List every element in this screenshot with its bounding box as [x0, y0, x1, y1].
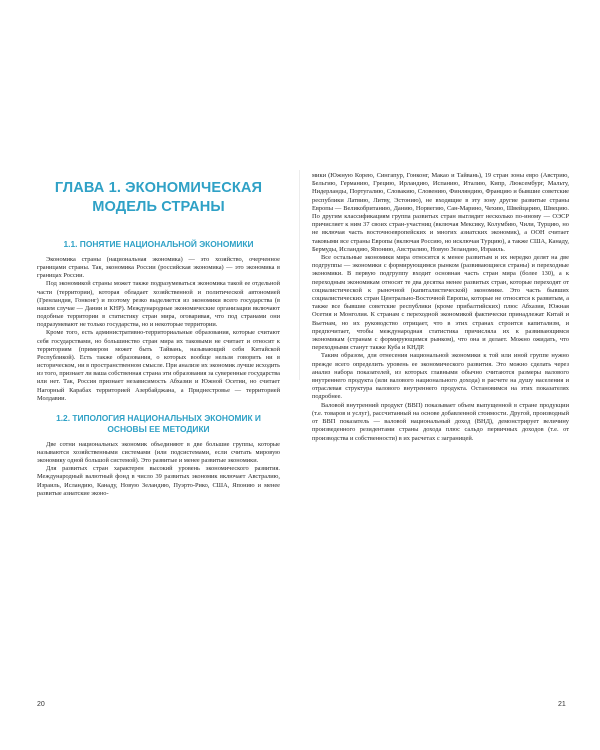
paragraph: Кроме того, есть административно-территориальные образования, которые считают себя государствами, но большинство стран мира их таковыми не считает и относит к территориям (примером может быть Тайвань, называющий себя Китайской Республикой). Есть также образования, о которых вообще нельзя говорить ни в историческом, ни в пространственном смысле. При анализе их экономик лучше исходить из того, признает ли ваша собственная страна эти образования за суверенные государства или нет. Так, Россия признает независимость Абхазии и Южной Осетии, но считает Нагорный Карабах территорией Азербайджана, а Приднестровье — территорией Молдавии. [37, 329, 280, 402]
page-number-left: 20 [37, 701, 45, 708]
section-title-1-1: 1.1. ПОНЯТИЕ НАЦИОНАЛЬНОЙ ЭКОНОМИКИ [63, 239, 254, 249]
paragraph: Для развитых стран характерен высокий уровень экономического развития. Международный валютный фонд в число 39 развитых экономик включает Австралию, Израиль, Исландию, Канаду, Новую Зеландию, Пуэрто-Рико, США, Японию и менее развитые азиатские эконо- [37, 465, 280, 497]
paragraph: Экономика страны (национальная экономика) — это хозяйство, очерченное границами страны. Так, экономика России (российская экономика) — это экономика в границах России. [37, 256, 280, 280]
paragraph: Валовой внутренний продукт (ВВП) показывает объем выпущенной в стране продукции (т.е. товаров и услуг), рассчитанный на основе добавленной стоимости. Другой, производный от ВВП показатель — валовой национальный доход (ВНД), демонстрирует величину произведенного резидентами страны дохода плюс сальдо первичных доходов (т.е. от производства и собственности) в их расчетах с заграницей. [312, 401, 569, 442]
paragraph: Под экономикой страны может также подразумеваться экономика такой ее отдельной части (территории), которая обладает хозяйственной и политической автономией (Гренландия, Гонконг) и поэтому резко выделяется из экономики всего государства (в нашем случае — Дании и КНР). Международные экономические организации включают подобные территории в статистику стран мира, оговаривая, что под странами они подразумевают не только государства, но и некоторые территории. [37, 280, 280, 329]
left-page [37, 176, 280, 498]
paragraph: Все остальные экономики мира относятся к менее развитым и их нередко делят на две подгруппы — экономики с формирующимся рынком (развивающиеся страны) и переходные экономики. В первую подгруппу входит основная часть стран мира (более 130), а к переходным экономикам относят те два десятка менее развитых стран, которые переходят от социалистической к рыночной (капиталистической) экономике. Это часть бывших социалистических стран Центрально-Восточной Европы, которые не относятся к развитым, а также все бывшие советские республики (кроме прибалтийских) плюс Абхазия, Южная Осетия и Монголия. К странам с переходной экономикой фактически принадлежат Китай и Вьетнам, но их руководство отрицает, что в этих странах строится капитализм, и предпочитает, чтобы международная статистика причисляла их к развивающимся экономикам (странам с формирующимся рынком), что она и делает. Можно ожидать, что переходными станут также Куба и КНДР. [312, 254, 569, 352]
book-spine [299, 170, 300, 380]
paragraph: мики (Южную Корею, Сингапур, Гонконг, Макао и Тайвань), 19 стран зоны евро (Австрию, Бельгию, Германию, Грецию, Ирландию, Испанию, Италию, Кипр, Люксембург, Мальту, Нидерланды, Португалию, Словакию, Словению, Финляндию, Францию и бывшие советские республики Латвию, Литву, Эстонию), не входящие в эту зону другие развитые страны Европы — Великобританию, Данию, Норвегию, Сан-Марино, Чехию, Швейцарию, Швецию. По другим классификациям группа развитых стран выглядит несколько по-иному — ОЭСР причисляет к ним 37 своих стран-участниц (включая Мексику, Колумбию, Чили, Турцию, но не включая часть восточноевропейских и многих азиатских экономик), а ООН считает таковыми все страны Европы (включая Россию, но исключая Турцию), а также США, Канаду, Бермуды, Исландию, Японию, Австралию, Новую Зеландию, Израиль. [312, 172, 569, 253]
page-number-right: 21 [558, 701, 566, 708]
right-page [312, 172, 569, 443]
paragraph: Две сотни национальных экономик объединяют в две большие группы, которые называются хозяйственными системами (или подсистемами, если считать мировую экономику одной большой системой). Это развитые и менее развитые экономики. [37, 440, 280, 465]
paragraph: Таким образом, для отнесения национальной экономики к той или иной группе нужно прежде всего определить уровень ее экономического развития. Это можно сделать через анализ набора показателей, из которых главными обычно считаются размеры валового внутреннего продукта (или валового национального дохода) в расчете на душу населения и отраслевая структура валового внутреннего продукта. Остановимся на этих показателях подробнее. [312, 352, 569, 401]
section-title-1-2: 1.2. ТИПОЛОГИЯ НАЦИОНАЛЬНЫХ ЭКОНОМИК И ОСНОВЫ ЕЕ МЕТОДИКИ [56, 412, 261, 434]
chapter-title: ГЛАВА 1. ЭКОНОМИЧЕСКАЯ МОДЕЛЬ СТРАНЫ [54, 180, 263, 215]
